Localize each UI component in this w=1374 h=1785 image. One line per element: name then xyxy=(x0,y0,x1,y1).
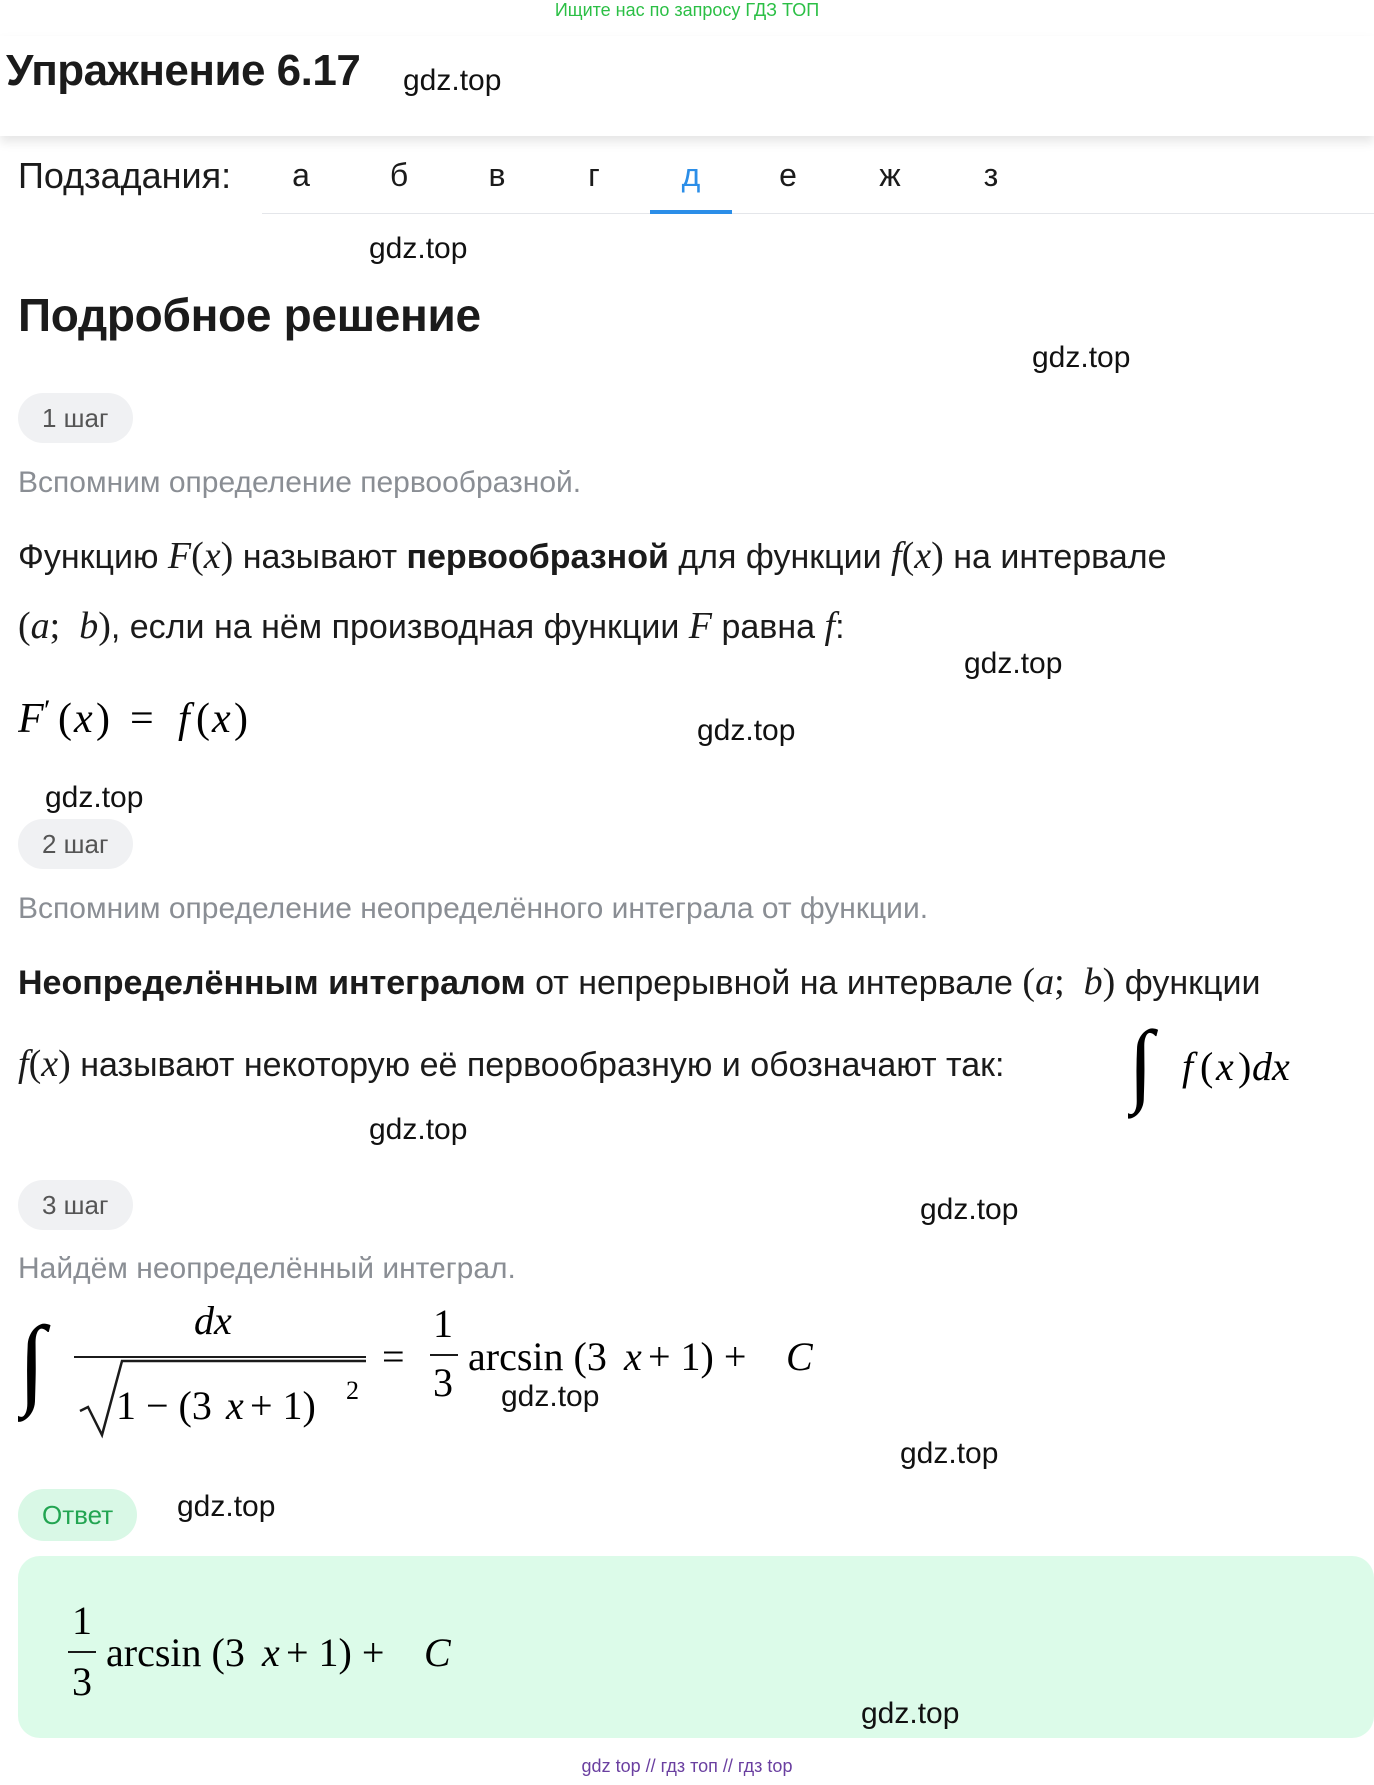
svg-text:3: 3 xyxy=(72,1659,92,1704)
svg-text:x: x xyxy=(1216,1044,1234,1089)
svg-text:f: f xyxy=(1182,1044,1194,1089)
derivative-formula xyxy=(18,690,288,750)
watermark: gdz.top xyxy=(403,64,502,97)
svg-text:3: 3 xyxy=(433,1360,453,1405)
svg-text:x: x xyxy=(74,696,93,742)
watermark: gdz.top xyxy=(861,1697,960,1730)
definition-text: f(x) называют некоторую её первообразную и обозначают так: xyxy=(18,1043,1005,1085)
svg-text:=: = xyxy=(382,1334,405,1379)
step-badge: 3 шаг xyxy=(18,1180,133,1230)
integral-solution xyxy=(18,1295,848,1450)
watermark: gdz.top xyxy=(369,232,468,265)
integral-notation xyxy=(1128,1012,1328,1122)
section-title: Подробное решение xyxy=(18,289,481,341)
watermark: gdz.top xyxy=(369,1113,468,1146)
tab-d[interactable]: д xyxy=(681,157,701,193)
tab-z[interactable]: з xyxy=(983,157,999,193)
search-hint-banner: Ищите нас по запросу ГДЗ ТОП xyxy=(554,0,820,20)
svg-text:dx: dx xyxy=(1252,1044,1290,1089)
svg-text:+ 1) +: + 1) + xyxy=(286,1630,385,1675)
svg-text:dx: dx xyxy=(194,1298,232,1343)
tab-b[interactable]: б xyxy=(389,157,409,193)
svg-text:+ 1): + 1) xyxy=(250,1383,316,1428)
watermark: gdz.top xyxy=(697,714,796,747)
svg-text:(: ( xyxy=(58,696,72,742)
answer-formula xyxy=(68,1594,488,1704)
definition-text: Функцию F(x) называют первообразной для функции f(x) на интервале xyxy=(18,535,1167,577)
svg-text:=: = xyxy=(130,696,154,742)
page-title: Упражнение 6.17 xyxy=(6,46,361,95)
svg-text:C: C xyxy=(786,1334,813,1379)
watermark: gdz.top xyxy=(45,781,144,814)
tab-e[interactable]: е xyxy=(779,157,797,193)
footer-links: gdz top // гдз топ // гдз top xyxy=(581,1756,793,1776)
svg-text:C: C xyxy=(424,1630,451,1675)
tab-v[interactable]: в xyxy=(488,157,506,193)
svg-text:): ) xyxy=(96,696,110,742)
definition-text: (a; b), если на нём производная функции F равна f: xyxy=(18,605,845,647)
svg-text:): ) xyxy=(1238,1044,1252,1089)
step-badge: 1 шаг xyxy=(18,393,133,443)
tabs-divider xyxy=(262,213,1374,214)
step-hint: Найдём неопределённый интеграл. xyxy=(18,1252,516,1285)
svg-text:1: 1 xyxy=(433,1301,453,1346)
watermark: gdz.top xyxy=(964,647,1063,680)
svg-text:(: ( xyxy=(1200,1044,1214,1089)
svg-text:x: x xyxy=(624,1334,642,1379)
svg-text:+ 1) +: + 1) + xyxy=(648,1334,747,1379)
tab-g[interactable]: г xyxy=(588,157,600,193)
step-hint: Вспомним определение неопределённого интеграла от функции. xyxy=(18,892,929,925)
svg-text:): ) xyxy=(234,696,248,742)
subtasks-label: Подзадания: xyxy=(18,155,232,196)
step-hint: Вспомним определение первообразной. xyxy=(18,466,582,499)
active-tab-indicator xyxy=(650,210,732,214)
step-badge: 2 шаг xyxy=(18,819,133,869)
svg-text:1: 1 xyxy=(72,1598,92,1643)
watermark: gdz.top xyxy=(1032,341,1131,374)
svg-text:x: x xyxy=(226,1383,244,1428)
svg-text:arcsin (3: arcsin (3 xyxy=(106,1630,245,1675)
svg-text:arcsin (3: arcsin (3 xyxy=(468,1334,607,1379)
tab-a[interactable]: а xyxy=(292,157,310,193)
watermark: gdz.top xyxy=(900,1437,999,1470)
watermark: gdz.top xyxy=(177,1490,276,1523)
svg-text:1 − (3: 1 − (3 xyxy=(116,1383,212,1428)
svg-text:∫: ∫ xyxy=(1128,1012,1154,1114)
svg-text:F: F xyxy=(18,696,44,742)
svg-text:∫: ∫ xyxy=(18,1306,46,1417)
svg-text:f: f xyxy=(178,696,190,742)
watermark: gdz.top xyxy=(501,1380,600,1413)
watermark: gdz.top xyxy=(920,1193,1019,1226)
svg-text:x: x xyxy=(262,1630,280,1675)
svg-text:x: x xyxy=(212,696,231,742)
svg-text:2: 2 xyxy=(346,1376,359,1405)
answer-badge: Ответ xyxy=(18,1489,137,1541)
definition-text: Неопределённым интегралом от непрерывной на интервале (a; b) функции xyxy=(18,961,1261,1003)
tab-zh[interactable]: ж xyxy=(879,157,901,193)
svg-text:(: ( xyxy=(196,696,210,742)
svg-text:′: ′ xyxy=(44,694,51,727)
